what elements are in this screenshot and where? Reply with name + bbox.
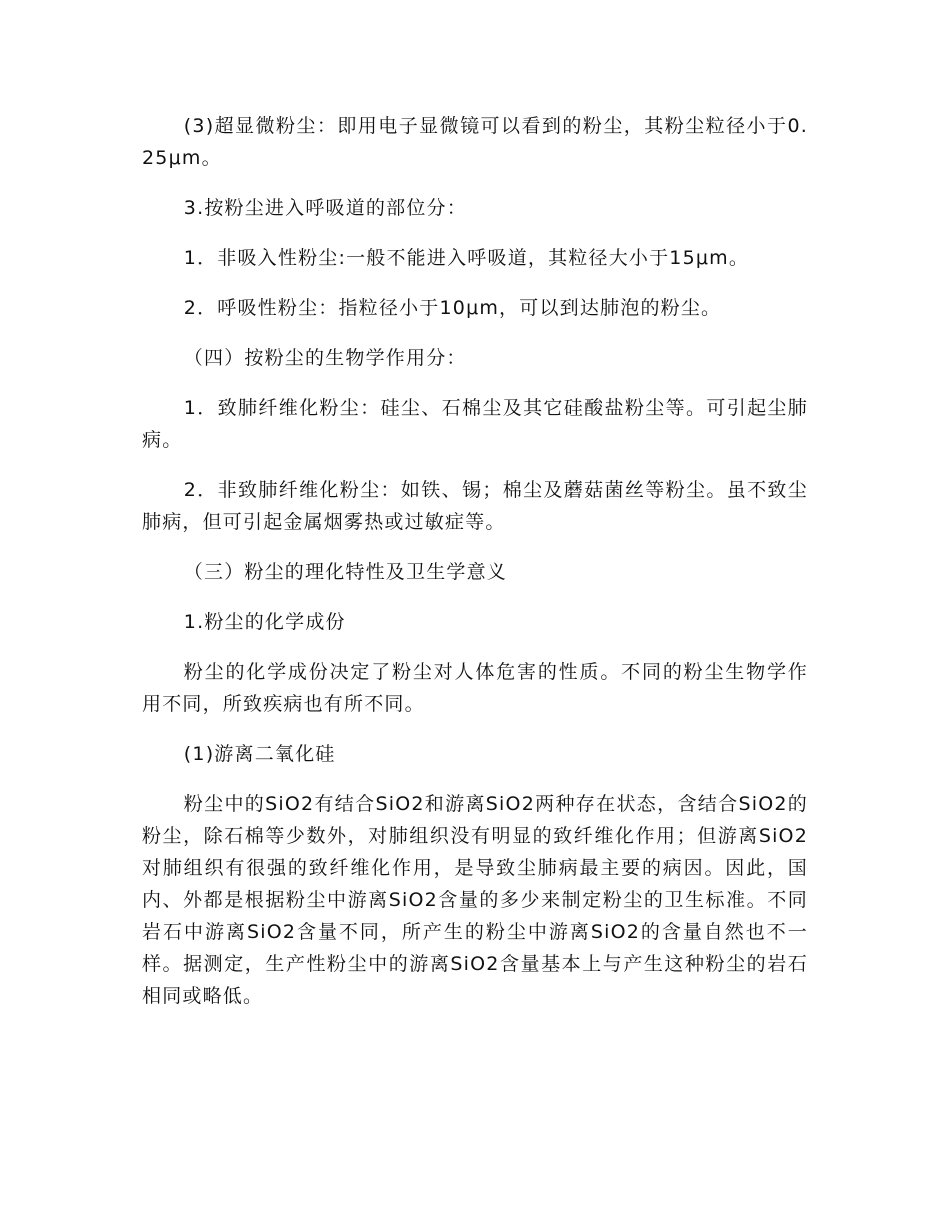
paragraph-respirable-dust: 2．呼吸性粉尘：指粒径小于10μm，可以到达肺泡的粉尘。	[183, 297, 722, 319]
heading-physicochemical-properties: （三）粉尘的理化特性及卫生学意义	[183, 561, 507, 583]
paragraph-ultramicroscopic-dust: (3)超显微粉尘：即用电子显微镜可以看到的粉尘，其粉尘粒径小于0.25μm。	[142, 115, 808, 169]
document-body	[142, 110, 808, 1030]
paragraph-free-silica-details: 粉尘中的SiO2有结合SiO2和游离SiO2两种存在状态，含结合SiO2的粉尘，除石棉等少数外，对肺组织没有明显的致纤维化作用；但游离SiO2对肺组织有很强的致纤维化作用，是导致尘肺病最主要的病因。因此，国内、外都是根据粉尘中游离SiO2含量的多少来制定粉尘的卫生标准。不同岩石中游离SiO2含量不同，所产生的粉尘中游离SiO2的含量自然也不一样。据测定，生产性粉尘中的游离SiO2含量基本上与产生这种粉尘的岩石相同或略低。	[142, 793, 808, 1007]
heading-by-respiratory-site: 3.按粉尘进入呼吸道的部位分：	[183, 197, 467, 219]
paragraph-composition-effects: 粉尘的化学成份决定了粉尘对人体危害的性质。不同的粉尘生物学作用不同，所致疾病也有所不同。	[142, 661, 808, 715]
paragraph-non-inhalable-dust: 1．非吸入性粉尘:一般不能进入呼吸道，其粒径大小于15μm。	[183, 247, 750, 269]
heading-chemical-composition: 1.粉尘的化学成份	[183, 611, 346, 633]
heading-by-biological-effect: （四）按粉尘的生物学作用分：	[183, 347, 467, 369]
heading-free-silica: (1)游离二氧化硅	[183, 743, 336, 765]
paragraph-fibrogenic-dust: 1．致肺纤维化粉尘：硅尘、石棉尘及其它硅酸盐粉尘等。可引起尘肺病。	[142, 397, 808, 451]
paragraph-non-fibrogenic-dust: 2．非致肺纤维化粉尘：如铁、锡；棉尘及蘑菇菌丝等粉尘。虽不致尘肺病，但可引起金属烟雾热或过敏症等。	[142, 479, 808, 533]
